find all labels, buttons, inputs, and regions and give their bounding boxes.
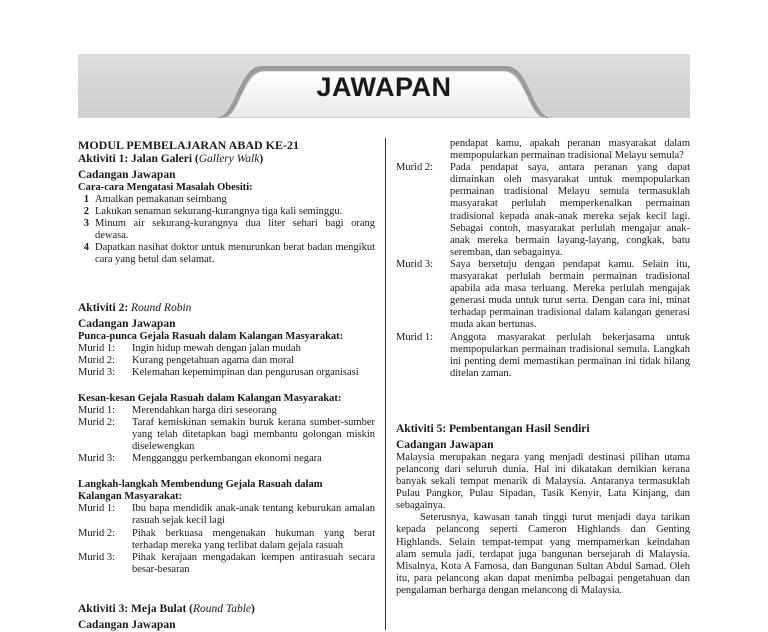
list-item: Murid 3: Pihak kerajaan mengadakan kempen antirasuah secara besar-besaran	[78, 551, 375, 575]
list-item: Murid 2: Kurang pengetahuan agama dan moral	[78, 354, 295, 366]
activity-2-subtitle: Cadangan Jawapan	[78, 317, 176, 330]
activity-1-heading: Cara-cara Mengatasi Masalah Obesiti:	[78, 182, 253, 193]
list-item: 1 Amalkan pemakanan seimbang	[83, 194, 227, 205]
list-item: 2 Lakukan senaman sekurang-kurangnya tiga kali seminggu.	[83, 206, 343, 218]
dialog-item: Murid 1: Anggota masyarakat perlulah bekerjasama untuk mempopularkan permainan tradisional semula. Langkah ini penting demi memastikan permainan ini tidak hilang ditelan zaman.	[396, 331, 690, 379]
column-divider	[385, 138, 386, 630]
activity-3-subtitle: Cadangan Jawapan	[78, 618, 176, 631]
list-item: Murid 3: Kelemahan kepemimpinan dan pengurusan organisasi	[78, 366, 359, 378]
activity-5-subtitle: Cadangan Jawapan	[396, 438, 494, 451]
left-column	[78, 138, 375, 632]
list-item: Murid 2: Taraf kemiskinan semakin buruk kerana sumber-sumber yang telah ditetapkan bagi membantu golongan miskin diselewengkan	[78, 416, 375, 453]
list-item: 4 Dapatkan nasihat doktor untuk menurunkan berat badan mengikut cara yang betul dan selamat.	[83, 242, 375, 266]
activity-3-title: Aktiviti 3: Meja Bulat (Round Table)	[78, 602, 255, 615]
continued-question: pendapat kamu, apakah peranan masyarakat dalam mempopularkan permainan tradisional Melayu semula?	[450, 138, 690, 162]
list-item: Murid 3: Mengganggu perkembangan ekonomi negara	[78, 453, 322, 465]
steps-heading: Langkah-langkah Membendung Gejala Rasuah dalam Kalangan Masyarakat:	[78, 479, 323, 503]
dialog-item: Murid 3: Saya bersetuju dengan pendapat kamu. Selain itu, masyarakat perlulah bermain permainan tradisional apabila ada masa terluang. Mereka perlulah mengajak generasi muda untuk turut serta. Dengan cara ini, minat terhadap permainan tradisional dalam kalangan generasi muda akan bertunas.	[396, 258, 690, 331]
list-item: 3 Minum air sekurang-kurangnya dua liter sehari bagi orang dewasa.	[83, 218, 375, 242]
effects-heading: Kesan-kesan Gejala Rasuah dalam Kalangan Masyarakat:	[78, 392, 342, 404]
answer-paragraph: Malaysia merupakan negara yang menjadi destinasi pilihan utama pelancong dari seluruh dunia. Hal ini dikatakan demikian kerana banyak sekali tempat menarik di Malaysia. Antaranya termasuklah Pulau Pangkor, Pulau Sipadan, Tasik Kenyir, Lata Kinjang, dan sebagainya.	[396, 451, 690, 512]
list-item: Murid 2: Pihak berkuasa mengenakan hukuman yang berat terhadap mereka yang terlibat dalam gejala rasuah	[78, 527, 375, 551]
activity-5-title: Aktiviti 5: Pembentangan Hasil Sendiri	[396, 422, 590, 435]
dialog-item: Murid 2: Pada pendapat saya, antara peranan yang dapat dimainkan oleh masyarakat untuk mempopularkan permainan tradisional Melayu semula termasuklah masyarakat perlulah memperkenalkan permainan tradisional kepada anak-anak mereka sejak kecil lagi. Sebagai contoh, masyarakat perlulah mengajar anak-anak mereka bermain layang-layang, congkak, batu seremban, dan sebagainya.	[396, 162, 690, 258]
page-title: JAWAPAN	[316, 71, 452, 102]
answer-paragraph: Seterusnya, kawasan tanah tinggi turut menjadi daya tarikan kepada pelancong seperti Cameron Highlands dan Genting Highlands. Selain tempat-tempat yang mempamerkan keindahan alam semula jadi, terdapat juga bangunan bersejarah di Malaysia. Misalnya, Kota A Famosa, dan Bangunan Sultan Abdul Samad. Oleh itu, para pelancong akan dapat menimba pelbagai pengetahuan dan pengalaman berharga dengan melancong di Malaysia.	[396, 512, 690, 596]
module-title: MODUL PEMBELAJARAN ABAD KE-21	[78, 138, 300, 152]
activity-1-subtitle: Cadangan Jawapan	[78, 169, 176, 181]
right-column	[396, 138, 690, 597]
activity-1-title: Aktiviti 1: Jalan Galeri (Gallery Walk)	[78, 153, 264, 165]
causes-heading: Punca-punca Gejala Rasuah dalam Kalangan Masyarakat:	[78, 330, 344, 342]
obesity-list	[78, 194, 375, 267]
list-item: Murid 1: Merendahkan harga diri seseorang	[78, 404, 277, 416]
header-banner	[78, 54, 690, 118]
activity-2-title: Aktiviti 2: Round Robin	[78, 301, 192, 314]
list-item: Murid 1: Ingin hidup mewah dengan jalan mudah	[78, 342, 301, 354]
list-item: Murid 1: Ibu bapa mendidik anak-anak tentang keburukan amalan rasuah sejak kecil lagi	[78, 503, 375, 527]
